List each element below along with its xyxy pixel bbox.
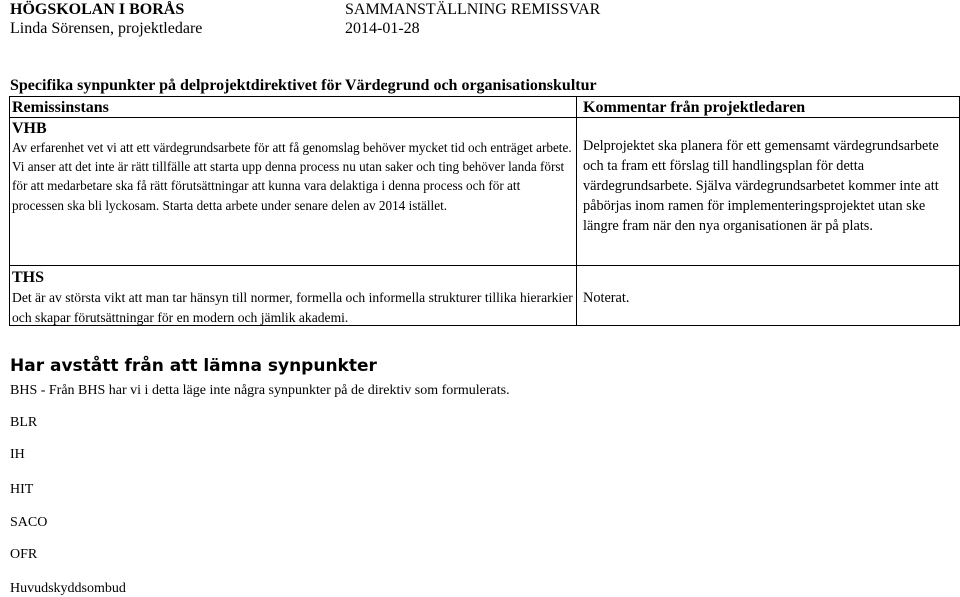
table-border-left xyxy=(9,96,10,326)
document-date: 2014-01-28 xyxy=(345,20,420,37)
row-text-vhb: Av erfarenhet vet vi att ett värdegrundsarbete för att få genomslag behöver mycket tid och enträget arbete. Vi anser att det inte är rätt tillfälle att starta upp denna process nu utan saker och ting behöver landa först för att medarbetare ska få rätt förutsättningar att kunna vara delaktiga i denna process och för att processen ska bli lyckosam. Starta detta arbete under senare delen av 2014 istället. xyxy=(12,140,572,213)
row-org-vhb: VHB xyxy=(12,120,47,137)
author-line: Linda Sörensen, projektledare xyxy=(10,20,203,37)
table-border-middle xyxy=(576,96,577,326)
declined-org-blr: BLR xyxy=(10,415,38,430)
declined-org-huvudskyddsombud: Huvudskyddsombud xyxy=(10,581,126,596)
declined-org-ih: IH xyxy=(10,447,25,462)
organization-name: HÖGSKOLAN I BORÅS xyxy=(10,1,185,18)
declined-org-hit: HIT xyxy=(10,482,34,497)
section-title: Specifika synpunkter på delprojektdirektivet för Värdegrund och organisationskultur xyxy=(10,77,597,94)
table-header-divider xyxy=(9,117,960,118)
declined-org-ofr: OFR xyxy=(10,547,38,562)
table-row-divider xyxy=(9,265,960,266)
row-text-ths: Det är av största vikt att man tar hänsyn till normer, formella och informella strukturer tillika hierarkier och skapar förutsättningar för en modern och jämlik akademi. xyxy=(12,290,573,325)
column-header-remissinstans: Remissinstans xyxy=(12,99,109,116)
declined-org-saco: SACO xyxy=(10,515,48,530)
row-comment-vhb: Delprojektet ska planera för ett gemensamt värdegrundsarbete och ta fram ett förslag till handlingsplan för detta värdegrundsarbete. Själva värdegrundsarbetet kommer inte att påbörjas inom ramen för implementeringsprojektet utan ske längre fram när den nya organisationen är på plats. xyxy=(583,138,939,234)
row-org-ths: THS xyxy=(12,269,45,286)
column-header-kommentar: Kommentar från projektledaren xyxy=(583,99,806,116)
declined-heading: Har avstått från att lämna synpunkter xyxy=(10,356,377,376)
document-title: SAMMANSTÄLLNING REMISSVAR xyxy=(345,1,601,18)
row-comment-ths: Noterat. xyxy=(583,290,630,306)
bhs-statement: BHS - Från BHS har vi i detta läge inte några synpunkter på de direktiv som formulerats. xyxy=(10,383,510,398)
